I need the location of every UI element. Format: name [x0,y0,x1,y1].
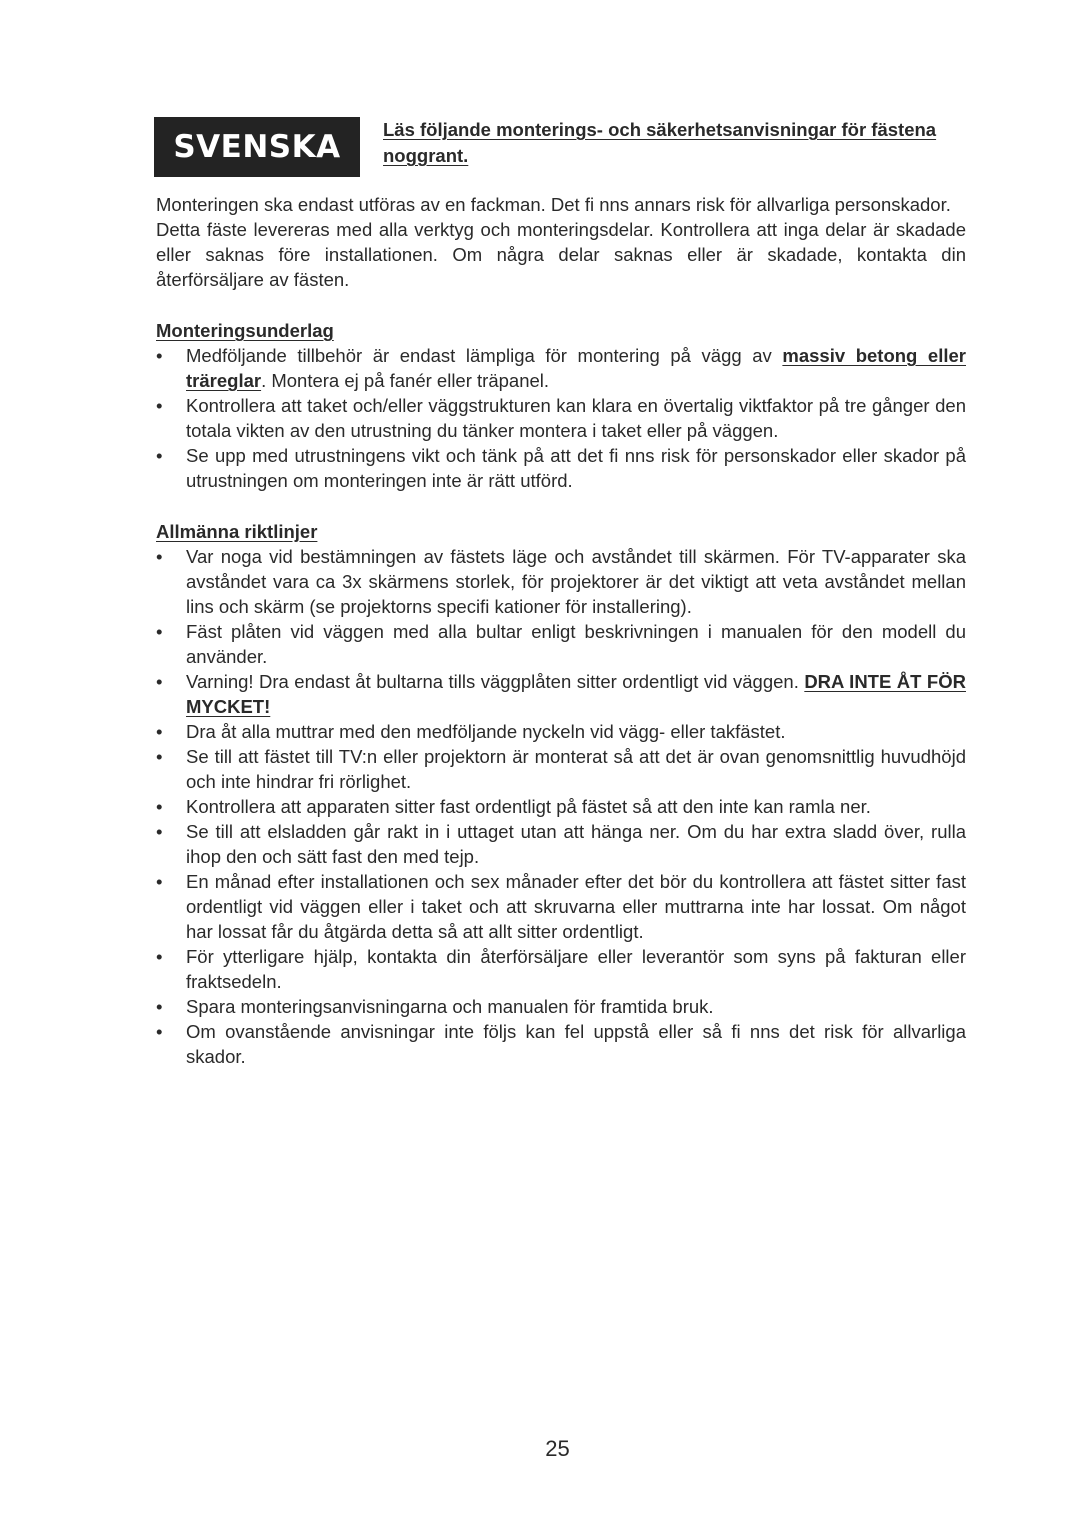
section-general-guidelines [156,519,966,1069]
list-item: • En månad efter installationen och sex månader efter det bör du kontrollera att fästet sitter fast ordentligt vid väggen eller i taket och att skruvarna eller muttrarna inte har lossat. Om något har lossat får du åtgärda detta så att allt sitter ordentligt. [156,869,966,944]
list-item [156,669,966,719]
warning-emphasis-text: DRA INTE ÅT FÖR MYCKET! [186,671,966,717]
list-item-text: Varning! Dra endast åt bultarna tills väggplåten sitter ordentligt vid väggen. [186,671,805,692]
section-title-general-guidelines: Allmänna riktlinjer [156,521,318,542]
intro-paragraph-2: Detta fäste levereras med alla verktyg och monteringsdelar. Kontrollera att inga delar är skadade eller saknas före installationen. Om några delar saknas eller är skadade, kontakta din återförsäljare av fästen. [156,219,966,290]
page-number: 25 [545,1436,570,1461]
list-item: • För ytterligare hjälp, kontakta din återförsäljare eller leverantör som syns på fakturan eller fraktsedeln. [156,944,966,994]
list-item: • Kontrollera att apparaten sitter fast ordentligt på fästet så att den inte kan ramla ner. [156,794,966,819]
emphasis-text: massiv betong eller träreglar [186,345,966,391]
list-item-text: Medföljande tillbehör är endast lämpliga för montering på vägg av [186,345,783,366]
list-item: • Var noga vid bestämningen av fästets läge och avståndet till skärmen. För TV-apparater ska avståndet vara ca 3x skärmens storlek, för projektorer är det viktigt att veta avståndet mellan lins och skärm (se projektorns specifi kationer för installering). [156,544,966,619]
list-item: • Se till att elsladden går rakt in i uttaget utan att hänga ner. Om du har extra sladd över, rulla ihop den och sätt fast den med tejp. [156,819,966,869]
intro-heading-text: Läs följande monterings- och säkerhetsanvisningar för fästena noggrant. [383,119,937,166]
list-item: • Om ovanstående anvisningar inte följs kan fel uppstå eller så fi nns det risk för allvarliga skador. [156,1019,966,1069]
content-body [156,192,966,1069]
list-item: • Dra åt alla muttrar med den medföljande nyckeln vid vägg- eller takfästet. [156,719,966,744]
list-item: • Fäst plåten vid väggen med alla bultar enligt beskrivningen i manualen för den modell du använder. [156,619,966,669]
language-badge: SVENSKA [154,117,360,177]
list-item: • Kontrollera att taket och/eller väggstrukturen kan klara en övertalig viktfaktor på tre gånger den totala vikten av den utrustning du tänker montera i taket eller på väggen. [156,393,966,443]
section-mounting-surface [156,318,966,493]
list-item [156,343,966,393]
mounting-surface-list [156,343,966,493]
section-title-mounting-surface: Monteringsunderlag [156,320,334,341]
general-guidelines-list [156,544,966,1069]
list-item: • Se till att fästet till TV:n eller projektorn är monterat så att det är ovan genomsnittlig huvudhöjd och inte hindrar fri rörlighet. [156,744,966,794]
list-item: • Se upp med utrustningens vikt och tänk på att det fi nns risk för personskador eller skador på utrustningen om monteringen inte är rätt utförd. [156,443,966,493]
list-item: • Spara monteringsanvisningarna och manualen för framtida bruk. [156,994,966,1019]
intro-heading [383,117,943,169]
list-item-text: . Montera ej på fanér eller träpanel. [261,370,550,391]
intro-paragraph-1: Monteringen ska endast utföras av en fackman. Det fi nns annars risk för allvarliga personskador. [156,194,951,215]
